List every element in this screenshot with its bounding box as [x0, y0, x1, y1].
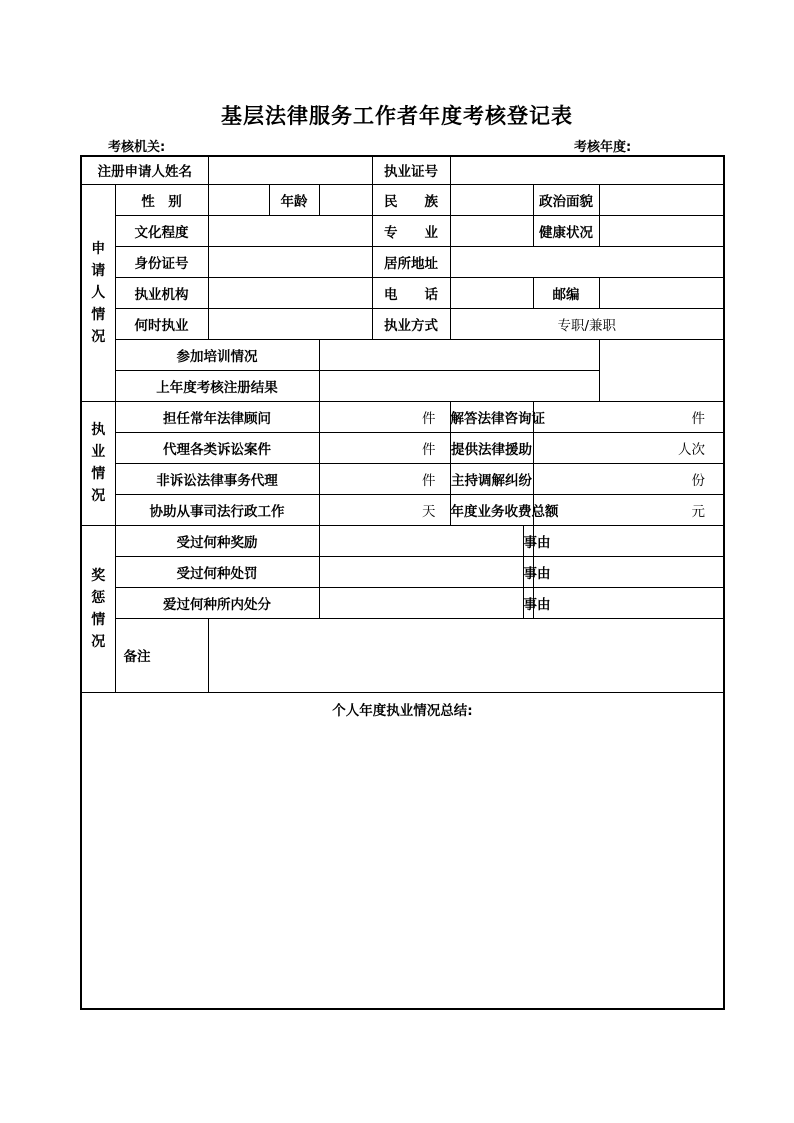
mediation-count[interactable]: 份	[533, 463, 724, 494]
license-no-field[interactable]	[450, 156, 724, 184]
internal-discipline-reason-label: 事由	[523, 587, 533, 618]
internal-discipline-reason-field[interactable]	[533, 587, 724, 618]
section-char: 情	[91, 306, 106, 323]
legal-advisor-count[interactable]: 件	[319, 401, 450, 432]
last-year-result-label: 上年度考核注册结果	[115, 370, 319, 401]
address-label: 居所地址	[372, 246, 450, 277]
form-title: 基层法律服务工作者年度考核登记表	[221, 104, 573, 128]
practice-since-label: 何时执业	[115, 308, 208, 339]
section-char: 执	[91, 422, 106, 438]
institution-field[interactable]	[208, 277, 372, 308]
judicial-admin-label: 协助从事司法行政工作	[115, 494, 319, 525]
phone-label: 电 话	[372, 277, 450, 308]
annual-fees-amount[interactable]: 元	[533, 494, 724, 525]
license-no-label: 执业证号	[372, 156, 450, 184]
id-no-field[interactable]	[208, 246, 372, 277]
non-litigation-label: 非诉讼法律事务代理	[115, 463, 319, 494]
awards-label: 受过何种奖励	[115, 525, 319, 556]
annual-fees-label: 年度业务收费总额	[450, 494, 533, 525]
section-applicant-info	[81, 184, 115, 401]
internal-discipline-label: 爱过何种所内处分	[115, 587, 319, 618]
registration-form-table	[80, 155, 725, 1010]
id-no-label: 身份证号	[115, 246, 208, 277]
practice-since-field[interactable]	[208, 308, 372, 339]
awards-reason-field[interactable]	[533, 525, 724, 556]
ethnicity-label: 民 族	[372, 184, 450, 215]
training-field[interactable]	[319, 339, 599, 370]
summary-area[interactable]	[81, 692, 724, 1009]
awards-reason-label: 事由	[523, 525, 533, 556]
punishments-reason-label: 事由	[523, 556, 533, 587]
age-field[interactable]	[319, 184, 372, 215]
political-status-field[interactable]	[599, 184, 724, 215]
postcode-label: 邮编	[533, 277, 599, 308]
applicant-name-field[interactable]	[208, 156, 372, 184]
major-field[interactable]	[450, 215, 533, 246]
section-char: 奖	[91, 567, 106, 584]
section-char: 业	[91, 444, 106, 460]
section-char: 情	[91, 611, 106, 628]
major-label: 专 业	[372, 215, 450, 246]
litigation-agent-label: 代理各类诉讼案件	[115, 432, 319, 463]
remarks-field[interactable]	[208, 618, 724, 692]
section-char: 况	[91, 633, 106, 650]
non-litigation-count[interactable]: 件	[319, 463, 450, 494]
applicant-name-label: 注册申请人姓名	[81, 156, 208, 184]
mediation-label: 主持调解纠纷	[450, 463, 533, 494]
section-char: 人	[91, 284, 106, 301]
punishments-label: 受过何种处罚	[115, 556, 319, 587]
institution-label: 执业机构	[115, 277, 208, 308]
consultation-label: 解答法律咨询证	[450, 401, 533, 432]
legal-aid-label: 提供法律援助	[450, 432, 533, 463]
consultation-count[interactable]: 件	[533, 401, 724, 432]
age-label: 年龄	[269, 184, 319, 215]
summary-label: 个人年度执业情况总结:	[332, 702, 473, 719]
section-char: 申	[91, 240, 106, 257]
section-practice-info	[81, 401, 115, 525]
practice-mode-value[interactable]: 专职/兼职	[450, 308, 724, 339]
section-char: 情	[91, 466, 106, 482]
practice-mode-label: 执业方式	[372, 308, 450, 339]
section-char: 况	[91, 488, 106, 504]
health-field[interactable]	[599, 215, 724, 246]
education-label: 文化程度	[115, 215, 208, 246]
remarks-label: 备注	[115, 618, 208, 692]
section-char: 况	[91, 328, 106, 345]
awards-field[interactable]	[319, 525, 523, 556]
internal-discipline-field[interactable]	[319, 587, 523, 618]
section-char: 请	[91, 262, 106, 279]
phone-field[interactable]	[450, 277, 533, 308]
health-label: 健康状况	[533, 215, 599, 246]
gender-field[interactable]	[208, 184, 269, 215]
education-field[interactable]	[208, 215, 372, 246]
section-rewards-info	[81, 525, 115, 692]
training-label: 参加培训情况	[115, 339, 319, 370]
punishments-field[interactable]	[319, 556, 523, 587]
legal-advisor-label: 担任常年法律顾问	[115, 401, 319, 432]
review-agency-label: 考核机关:	[108, 140, 166, 155]
last-year-result-field[interactable]	[319, 370, 599, 401]
legal-aid-count[interactable]: 人次	[533, 432, 724, 463]
address-field[interactable]	[450, 246, 724, 277]
judicial-admin-days[interactable]: 天	[319, 494, 450, 525]
review-year-label: 考核年度:	[574, 140, 632, 155]
ethnicity-field[interactable]	[450, 184, 533, 215]
section-char: 惩	[91, 589, 106, 606]
political-status-label: 政治面貌	[533, 184, 599, 215]
postcode-field[interactable]	[599, 277, 724, 308]
punishments-reason-field[interactable]	[533, 556, 724, 587]
litigation-agent-count[interactable]: 件	[319, 432, 450, 463]
gender-label: 性 别	[115, 184, 208, 215]
